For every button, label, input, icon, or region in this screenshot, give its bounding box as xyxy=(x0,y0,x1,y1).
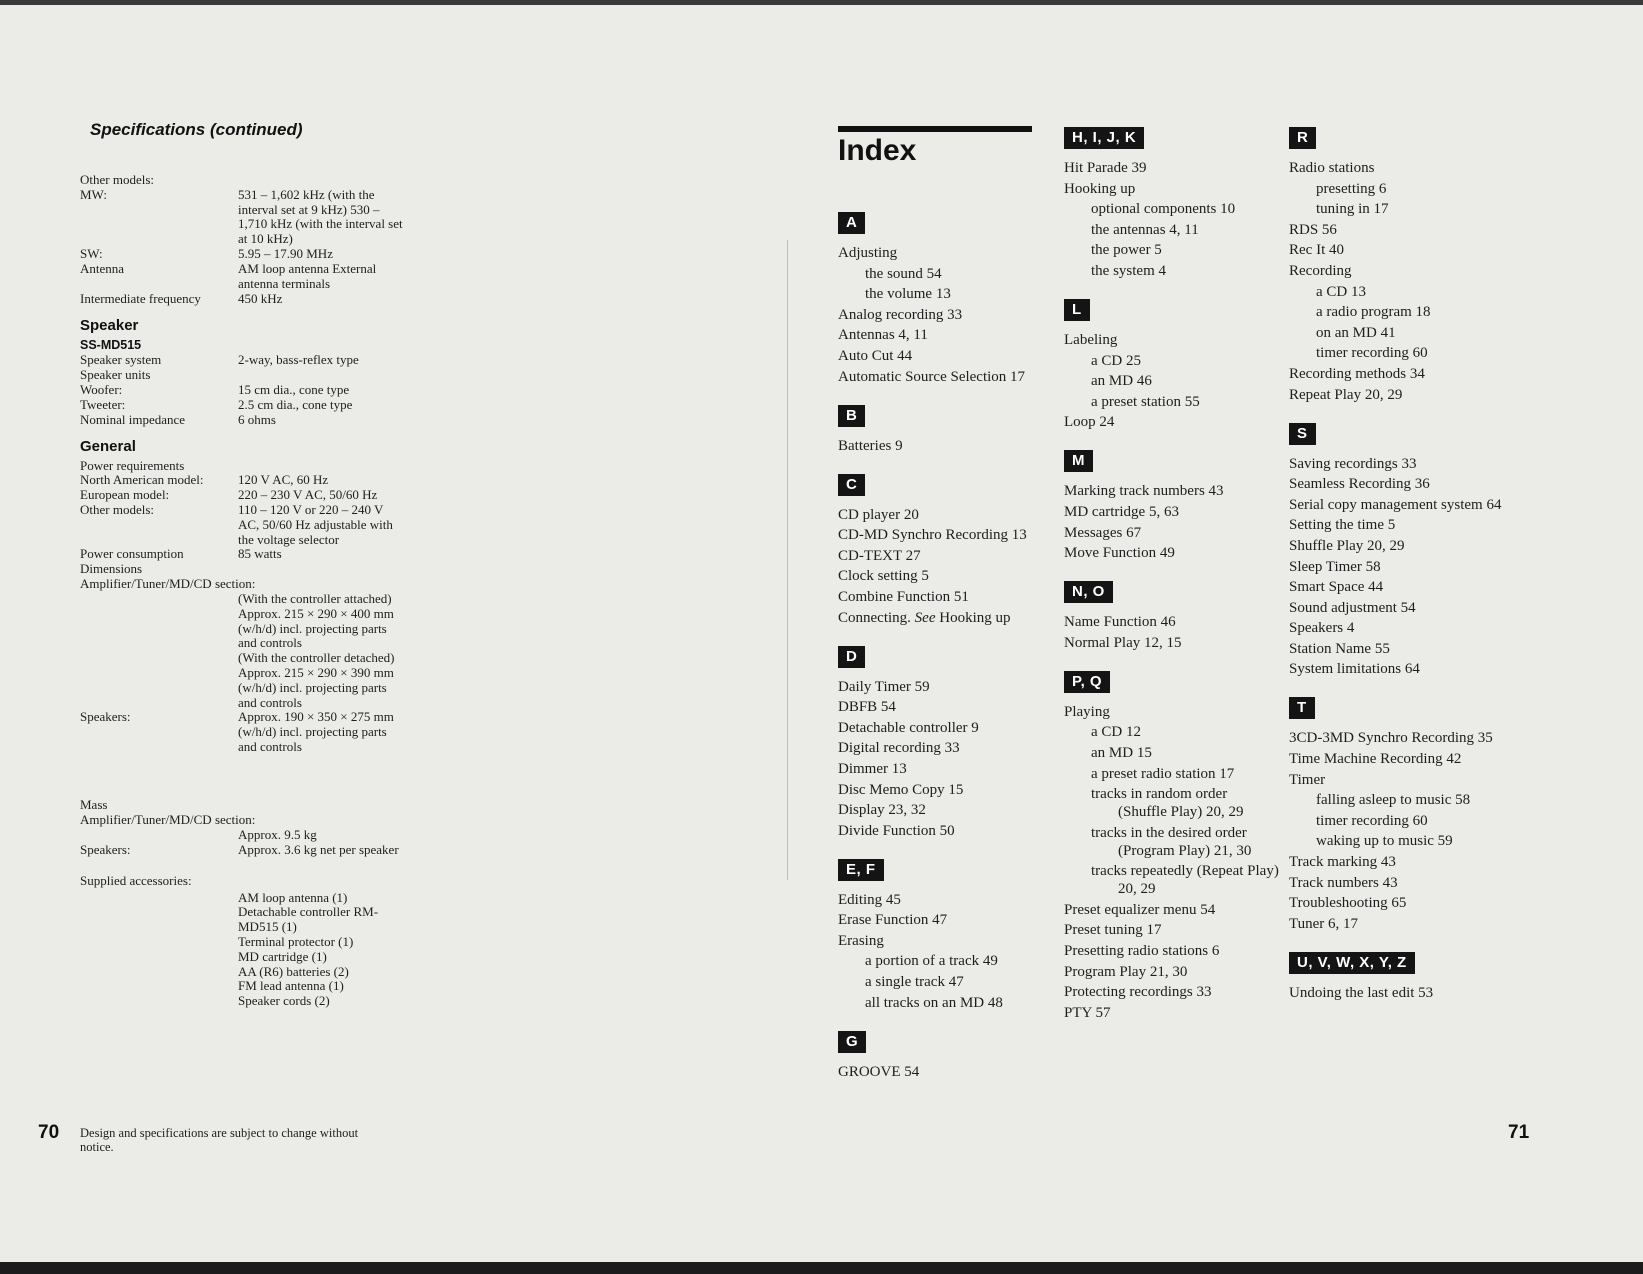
index-entry: Connecting. See Hooking up xyxy=(838,609,1011,626)
letter-badge: D xyxy=(838,646,865,668)
index-entry: Labeling xyxy=(1064,331,1118,348)
spec-label: Antenna xyxy=(80,260,125,276)
index-entry: Analog recording 33 xyxy=(838,306,963,323)
index-entry: Recording methods 34 xyxy=(1289,365,1425,382)
index-subentry: timer recording 60 xyxy=(1316,345,1428,362)
spec-body xyxy=(80,173,410,1009)
index-entry: Antennas 4, 11 xyxy=(838,327,928,344)
spec-row xyxy=(80,292,410,307)
index-entry: Serial copy management system 64 xyxy=(1289,496,1502,513)
index-subentry: a portion of a track 49 xyxy=(865,953,998,970)
spec-value: 531 – 1,602 kHz (with the interval set at 9 kHz) 530 – 1,710 kHz (with the interval set at 10 kHz) xyxy=(238,186,403,247)
spec-label: Woofer: xyxy=(80,381,123,397)
index-title-rule xyxy=(838,126,1032,132)
spec-value: 6 ohms xyxy=(238,411,276,427)
letter-badge: P, Q xyxy=(1064,671,1110,693)
index-entry: Radio stations xyxy=(1289,160,1375,176)
speaker-model: SS-MD515 xyxy=(80,337,142,352)
index-entry: MD cartridge 5, 63 xyxy=(1064,503,1179,520)
letter-badge: C xyxy=(838,474,865,496)
spec-row xyxy=(80,247,410,262)
index-entry: Loop 24 xyxy=(1064,414,1115,431)
index-subentry: a radio program 18 xyxy=(1316,304,1431,321)
index-section xyxy=(1064,581,1279,652)
spec-row xyxy=(80,950,410,965)
spec-row xyxy=(80,368,410,383)
index-subentry: tracks in the desired order (Program Play) 21, 30 xyxy=(1091,824,1252,859)
spec-label: Nominal impedance xyxy=(80,411,186,427)
spec-value: 120 V AC, 60 Hz xyxy=(238,472,329,488)
spec-value: 110 – 120 V or 220 – 240 V AC, 50/60 Hz adjustable with the voltage selector xyxy=(238,502,393,547)
index-section xyxy=(1289,127,1504,404)
spec-row xyxy=(80,173,410,188)
index-section xyxy=(1289,697,1504,932)
index-subentry: a preset station 55 xyxy=(1091,393,1200,410)
index-section xyxy=(838,859,1053,1012)
index-subentry: presetting 6 xyxy=(1316,180,1387,197)
spec-label: Speaker system xyxy=(80,351,162,367)
index-entry: Automatic Source Selection 17 xyxy=(838,368,1026,385)
letter-badge: E, F xyxy=(838,859,884,881)
index-subentry: a CD 12 xyxy=(1091,724,1141,741)
index-section xyxy=(1064,450,1279,562)
spec-row xyxy=(80,188,410,247)
spec-row xyxy=(80,459,410,474)
index-entry: Sleep Timer 58 xyxy=(1289,558,1381,575)
spec-value: (With the controller detached) Approx. 215 × 290 × 390 mm (w/h/d) incl. projecting parts and controls xyxy=(238,650,395,710)
index-entry: GROOVE 54 xyxy=(838,1063,920,1080)
index-subentry: tracks in random order (Shuffle Play) 20, 29 xyxy=(1091,786,1244,821)
spec-label: European model: xyxy=(80,487,170,503)
index-subentry: a CD 13 xyxy=(1316,283,1366,300)
index-entry: Normal Play 12, 15 xyxy=(1064,634,1182,651)
index-entry: Station Name 55 xyxy=(1289,640,1390,657)
spec-value: FM lead antenna (1) xyxy=(238,978,344,994)
index-entry: CD-MD Synchro Recording 13 xyxy=(838,527,1027,544)
spec-row xyxy=(80,813,410,828)
spec-row xyxy=(80,994,410,1009)
index-entry: Protecting recordings 33 xyxy=(1064,984,1212,1001)
index-section xyxy=(838,646,1053,840)
letter-badge: M xyxy=(1064,450,1093,472)
index-section xyxy=(838,405,1053,455)
index-subentry: timer recording 60 xyxy=(1316,812,1428,829)
index-entry: Tuner 6, 17 xyxy=(1289,915,1359,932)
index-entry: PTY 57 xyxy=(1064,1004,1111,1021)
spec-value: Speaker cords (2) xyxy=(238,993,330,1009)
letter-badge: H, I, J, K xyxy=(1064,127,1144,149)
letter-badge: U, V, W, X, Y, Z xyxy=(1289,952,1415,974)
index-entry: Erase Function 47 xyxy=(838,912,948,929)
spec-value: AA (R6) batteries (2) xyxy=(238,963,349,979)
spec-label: Supplied accessories: xyxy=(80,872,192,888)
spec-label: Speakers: xyxy=(80,709,131,725)
spec-value: 15 cm dia., cone type xyxy=(238,381,350,397)
spec-value: MD cartridge (1) xyxy=(238,948,327,964)
spec-row xyxy=(80,874,410,889)
index-subentry: the power 5 xyxy=(1091,242,1162,259)
index-entry: Batteries 9 xyxy=(838,437,903,454)
spec-value: Approx. 190 × 350 × 275 mm (w/h/d) incl. projecting parts and controls xyxy=(238,709,394,754)
index-entry: Name Function 46 xyxy=(1064,614,1176,631)
index-entry: Move Function 49 xyxy=(1064,545,1175,562)
speaker-specs xyxy=(80,353,410,428)
spec-label: Power consumption xyxy=(80,546,184,562)
index-entry: Clock setting 5 xyxy=(838,568,929,585)
index-entry: CD-TEXT 27 xyxy=(838,547,921,564)
power-specs xyxy=(80,473,410,547)
index-entry: DBFB 54 xyxy=(838,699,896,716)
index-subentry: the antennas 4, 11 xyxy=(1091,221,1199,238)
spec-row xyxy=(80,262,410,292)
index-entry: Detachable controller 9 xyxy=(838,719,979,736)
index-entry: Hit Parade 39 xyxy=(1064,160,1147,176)
spec-row xyxy=(80,710,410,754)
spec-row xyxy=(80,503,410,547)
index-subentry: a preset radio station 17 xyxy=(1091,765,1235,782)
accessories-list xyxy=(80,891,410,1009)
spec-row xyxy=(80,979,410,994)
index-entry: Setting the time 5 xyxy=(1289,517,1396,534)
index-subentry: a single track 47 xyxy=(865,974,964,991)
index-entry: Troubleshooting 65 xyxy=(1289,895,1407,912)
index-section xyxy=(1064,299,1279,431)
footnote: Design and specifications are subject to change without notice. xyxy=(80,1126,359,1154)
index-entry: Saving recordings 33 xyxy=(1289,455,1417,472)
index-entry: Timer xyxy=(1289,771,1326,788)
index-entry: Disc Memo Copy 15 xyxy=(838,781,964,798)
spec-label: Mass xyxy=(80,797,108,813)
see-reference: See xyxy=(914,609,936,626)
index-title: Index xyxy=(838,134,917,167)
index-entry: Erasing xyxy=(838,932,884,949)
spec-row xyxy=(80,965,410,980)
spec-row xyxy=(80,905,410,935)
spec-label: Amplifier/Tuner/MD/CD section: xyxy=(80,812,256,828)
index-subentry: falling asleep to music 58 xyxy=(1316,792,1471,809)
spec-row xyxy=(80,935,410,950)
index-column-3 xyxy=(1289,127,1504,1021)
index-entry: Time Machine Recording 42 xyxy=(1289,751,1462,768)
index-entry: Combine Function 51 xyxy=(838,588,969,605)
letter-badge: T xyxy=(1289,697,1315,719)
index-entry: Track marking 43 xyxy=(1289,854,1396,871)
spec-label: Power requirements xyxy=(80,457,185,473)
general-section-title: General xyxy=(80,437,136,455)
index-entry: Smart Space 44 xyxy=(1289,579,1384,596)
spec-row xyxy=(80,562,410,577)
spec-value: 85 watts xyxy=(238,546,282,562)
letter-badge: G xyxy=(838,1031,866,1053)
index-entry: Adjusting xyxy=(838,245,898,261)
spec-row xyxy=(80,651,410,710)
index-entry: Digital recording 33 xyxy=(838,740,960,757)
index-entry: Messages 67 xyxy=(1064,524,1142,541)
index-subentry: a CD 25 xyxy=(1091,352,1141,369)
letter-badge: L xyxy=(1064,299,1090,321)
index-subentry: waking up to music 59 xyxy=(1316,833,1453,850)
spec-row xyxy=(80,398,410,413)
page-gutter xyxy=(787,240,788,880)
spec-row xyxy=(80,891,410,906)
spec-label: North American model: xyxy=(80,472,204,488)
index-entry: Repeat Play 20, 29 xyxy=(1289,386,1403,403)
page-number-right: 71 xyxy=(1508,1122,1530,1143)
spec-label: Other models: xyxy=(80,172,155,187)
index-column-2 xyxy=(1064,127,1279,1041)
index-subentry: optional components 10 xyxy=(1091,201,1236,218)
spec-label: Speakers: xyxy=(80,841,131,857)
spec-value: Terminal protector (1) xyxy=(238,933,354,949)
index-subentry: tuning in 17 xyxy=(1316,201,1389,218)
spec-label: SW: xyxy=(80,245,103,261)
spec-label: Amplifier/Tuner/MD/CD section: xyxy=(80,576,256,592)
spec-row xyxy=(80,828,410,843)
index-subentry: the sound 54 xyxy=(865,265,942,282)
spec-label: Speaker units xyxy=(80,366,151,382)
spec-row xyxy=(80,577,410,592)
spec-row xyxy=(80,383,410,398)
spec-value: AM loop antenna (1) xyxy=(238,889,348,905)
spec-value: 5.95 – 17.90 MHz xyxy=(238,245,333,261)
letter-badge: R xyxy=(1289,127,1316,149)
index-entry: System limitations 64 xyxy=(1289,661,1420,678)
spec-label: Other models: xyxy=(80,502,155,518)
index-entry: Playing xyxy=(1064,703,1110,720)
spec-value: 2.5 cm dia., cone type xyxy=(238,396,353,412)
index-entry: Presetting radio stations 6 xyxy=(1064,943,1220,960)
spec-row xyxy=(80,843,410,858)
index-subentry: the volume 13 xyxy=(865,286,951,303)
spec-row xyxy=(80,473,410,488)
index-entry: RDS 56 xyxy=(1289,221,1337,238)
index-entry: Undoing the last edit 53 xyxy=(1289,984,1434,1001)
index-entry: Preset tuning 17 xyxy=(1064,922,1162,939)
spec-row xyxy=(80,798,410,813)
spec-heading: Specifications (continued) xyxy=(90,120,303,139)
index-entry: Speakers 4 xyxy=(1289,620,1355,637)
index-entry: 3CD-3MD Synchro Recording 35 xyxy=(1289,730,1493,747)
scan-edge-bottom xyxy=(0,1262,1643,1274)
spec-value: 2-way, bass-reflex type xyxy=(238,351,359,367)
index-section xyxy=(838,212,1053,386)
letter-badge: S xyxy=(1289,423,1316,445)
index-entry: Seamless Recording 36 xyxy=(1289,476,1430,493)
index-entry: Dimmer 13 xyxy=(838,760,907,777)
scan-edge-top xyxy=(0,0,1643,5)
spec-label: Intermediate frequency xyxy=(80,290,201,306)
index-subentry: an MD 15 xyxy=(1091,744,1152,761)
index-entry: Rec It 40 xyxy=(1289,242,1344,259)
spec-value: Approx. 3.6 kg net per speaker xyxy=(238,841,399,857)
spec-row xyxy=(80,488,410,503)
index-section xyxy=(838,1031,1053,1081)
spec-row xyxy=(80,547,410,562)
index-entry: Recording xyxy=(1289,262,1352,279)
spec-value: 220 – 230 V AC, 50/60 Hz xyxy=(238,487,378,503)
index-subentry: an MD 46 xyxy=(1091,373,1152,390)
index-entry: Editing 45 xyxy=(838,891,901,908)
index-entry: Program Play 21, 30 xyxy=(1064,963,1188,980)
index-subentry: the system 4 xyxy=(1091,262,1166,279)
spec-row xyxy=(80,353,410,368)
page-number-left: 70 xyxy=(38,1122,60,1143)
spec-label: Dimensions xyxy=(80,561,143,577)
index-entry: Display 23, 32 xyxy=(838,802,926,819)
speaker-section-title: Speaker xyxy=(80,316,139,334)
index-section xyxy=(1064,671,1279,1022)
index-section xyxy=(838,474,1053,627)
index-subentry: all tracks on an MD 48 xyxy=(865,994,1003,1011)
index-subentry: on an MD 41 xyxy=(1316,324,1396,341)
index-entry: Auto Cut 44 xyxy=(838,347,913,364)
spec-value: Detachable controller RM-MD515 (1) xyxy=(238,904,379,935)
spec-label: Tweeter: xyxy=(80,396,126,412)
letter-badge: B xyxy=(838,405,865,427)
tuner-specs xyxy=(80,173,410,307)
spec-value: 450 kHz xyxy=(238,290,283,306)
index-entry: Shuffle Play 20, 29 xyxy=(1289,537,1405,554)
index-entry: Marking track numbers 43 xyxy=(1064,483,1224,500)
index-entry: Daily Timer 59 xyxy=(838,678,930,695)
index-entry: Hooking up xyxy=(1064,180,1136,197)
index-section xyxy=(1289,423,1504,679)
index-section xyxy=(1289,952,1504,1002)
spec-row xyxy=(80,592,410,651)
spec-value: AM loop antenna External antenna terminals xyxy=(238,260,377,291)
spec-row xyxy=(80,413,410,428)
index-entry: Preset equalizer menu 54 xyxy=(1064,901,1216,918)
index-entry: CD player 20 xyxy=(838,506,919,523)
spec-value: (With the controller attached) Approx. 215 × 290 × 400 mm (w/h/d) incl. projecting parts and controls xyxy=(238,590,394,651)
index-entry: Track numbers 43 xyxy=(1289,874,1398,891)
index-entry: Divide Function 50 xyxy=(838,822,955,839)
index-column-1 xyxy=(838,212,1053,1100)
spec-value: Approx. 9.5 kg xyxy=(238,826,317,842)
letter-badge: N, O xyxy=(1064,581,1113,603)
index-entry: Sound adjustment 54 xyxy=(1289,599,1416,616)
spec-label: MW: xyxy=(80,186,107,202)
index-section xyxy=(1064,127,1279,280)
index-subentry: tracks repeatedly (Repeat Play) 20, 29 xyxy=(1091,863,1279,898)
letter-badge: A xyxy=(838,212,865,234)
